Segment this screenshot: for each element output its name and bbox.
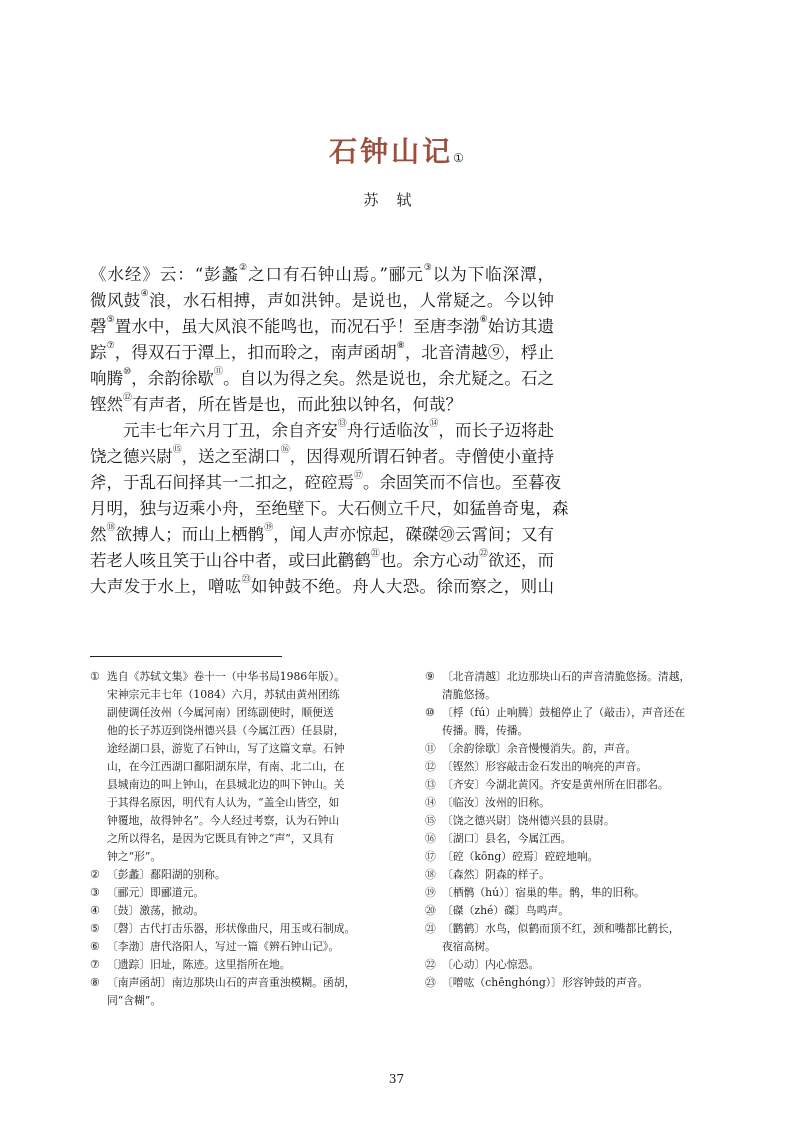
footnote-text: 宋神宗元丰七年（1084）六月，苏轼由黄州团练 [107,688,340,701]
footnote [90,902,390,920]
footnote-text: 〔余韵徐歇〕余音慢慢消失。韵，声音。 [442,742,637,755]
footnote-number: ④ [90,904,100,917]
footnote [425,866,725,884]
footnote [425,776,725,794]
body-line: 元丰七年六月丁丑，余自齐安⑬舟行适临汝⑭，而长子迈将赴 [90,419,555,440]
footnotes-left-column [90,668,390,1010]
footnote-number: ⑨ [425,670,435,683]
footnote-number: ⑥ [90,940,100,953]
footnote-text: 〔栖鹘（hú）〕宿巢的隼。鹘，隼的旧称。 [442,886,645,899]
body-line: 磬⑤置水中，虽大风浪不能鸣也，而况石乎！至唐李渤⑥始访其遗 [90,315,555,336]
body-text [90,262,569,600]
footnote [425,920,725,956]
footnote-text: 〔铿然〕形容敲击金石发出的响亮的声音。 [442,760,648,773]
footnote [425,884,725,902]
footnote-text: 清脆悠扬。 [442,688,496,701]
author-name: 苏轼 [363,191,430,209]
footnote-text: 传播。腾，传播。 [442,724,529,737]
footnote [425,956,725,974]
footnotes-right-column [425,668,725,992]
footnote-text: 〔南声函胡〕南边那块山石的声音重浊模糊。函胡， [107,976,356,989]
footnote-number: ㉑ [425,922,436,935]
body-line: 铿然⑫有声者，所在皆是也，而此独以钟名，何哉？ [90,393,463,414]
footnote [425,758,725,776]
footnote-number: ⑤ [90,922,100,935]
footnote-text: 县城南边的叫上钟山，在县城北边的叫下钟山。关 [107,778,345,791]
footnote [425,704,725,740]
footnote-text: 副使调任汝州（今属河南）团练副使时，顺便送 [107,706,334,719]
title-text: 石钟山记 [329,135,454,168]
title-footnote-mark: ① [453,151,464,165]
footnote [425,812,725,830]
footnote-number: ⑯ [425,832,436,845]
footnote [425,740,725,758]
footnote-number: ⑰ [425,850,436,863]
footnote-text: 〔硿（kōng）硿焉〕硿硿地响。 [442,850,599,863]
footnote-text: 〔森然〕阴森的样子。 [442,868,550,881]
footnote-number: ㉓ [425,976,436,989]
footnote-text: 〔郦元〕即郦道元。 [107,886,205,899]
footnote-number: ⑲ [425,886,436,899]
footnote-text: 〔鼓〕激荡，掀动。 [107,904,205,917]
footnote-number: ② [90,868,100,881]
footnote-number: ⑳ [425,904,436,917]
footnote-text: 〔心动〕内心惊恐。 [442,958,540,971]
body-line: 饶之德兴尉⑮，送之至湖口⑯，因得观所谓石钟者。寺僧使小童持 [90,445,555,466]
footnote [90,866,390,884]
footnote-number: ⑭ [425,796,436,809]
footnote [425,830,725,848]
footnote [425,848,725,866]
footnote [90,920,390,938]
footnote-number: ⑩ [425,706,435,719]
footnote [425,902,725,920]
footnote-text: 夜宿高树。 [442,940,496,953]
body-line: 月明，独与迈乘小舟，至绝壁下。大石侧立千尺，如猛兽奇鬼，森 [90,499,569,518]
footnote-text: 〔李渤〕唐代洛阳人，写过一篇《辨石钟山记》。 [107,940,340,953]
footnote-number: ⑧ [90,976,100,989]
body-line: 斧，于乱石间择其一二扣之，硿硿焉⑰。余固笑而不信也。至暮夜 [90,471,562,492]
footnote-text: 他的长子苏迈到饶州德兴县（今属江西）任县尉， [107,724,345,737]
footnote-text: 之所以得名，是因为它既具有钟之“声”，又具有 [107,832,334,845]
footnote-text: 〔北音清越〕北边那块山石的声音清脆悠扬。清越， [442,670,691,683]
footnote-text: 〔饶之德兴尉〕饶州德兴县的县尉。 [442,814,615,827]
footnote-text: 钟覆地，故得钟名”。今人经过考察，认为石钟山 [107,814,340,827]
footnote [425,794,725,812]
page-number: 37 [388,1072,405,1086]
footnote-divider [90,656,282,657]
footnote [90,884,390,902]
footnote-number: ⑫ [425,760,436,773]
footnote-text: 钟之“形”。 [107,850,162,863]
page-title [0,132,793,172]
body-line: 踪⑦，得双石于潭上，扣而聆之，南声函胡⑧，北音清越⑨，桴止 [90,341,555,362]
footnote-number: ① [90,670,100,683]
footnote [425,668,725,704]
footnote-number: ⑦ [90,958,100,971]
footnote-text: 途经湖口县，游览了石钟山，写了这篇文章。石钟 [107,742,345,755]
body-line: 微风鼓④浪，水石相搏，声如洪钟。是说也，人常疑之。今以钟 [90,289,555,310]
body-line: 然⑱欲搏人；而山上栖鹘⑲，闻人声亦惊起，磔磔⑳云霄间；又有 [90,523,555,544]
footnote-text: 〔临汝〕汝州的旧称。 [442,796,550,809]
footnote-text: 〔湖口〕县名，今属江西。 [442,832,572,845]
body-line: 大声发于水上，噌吰$^㉓$如钟鼓不绝。舟人大恐。徐而察之，则山 [90,575,555,596]
footnote-number: ㉒ [425,958,436,971]
footnote [90,938,390,956]
footnote [90,956,390,974]
footnote [425,974,725,992]
footnote-number: ⑬ [425,778,436,791]
footnote-text: 〔彭蠡〕鄱阳湖的别称。 [107,868,226,881]
footnote-text: 〔桴（fú）止响腾〕鼓槌停止了（敲击），声音还在 [442,706,686,719]
footnote-text: 选自《苏轼文集》卷十一（中华书局1986年版）。 [107,670,346,683]
footnote-number: ③ [90,886,100,899]
body-line: 《水经》云：“彭蠡②之口有石钟山焉。”郦元③以为下临深潭， [90,263,555,284]
footnote-number: ⑱ [425,868,436,881]
footnote-number: ⑪ [425,742,436,755]
footnote-text: 〔鹳鹤〕水鸟，似鹤而顶不红，颈和嘴都比鹤长， [442,922,680,935]
footnote-text: 〔齐安〕今湖北黄冈。齐安是黄州所在旧郡名。 [442,778,669,791]
footnote-text: 山，在今江西湖口鄱阳湖东岸，有南、北二山，在 [107,760,345,773]
footnote [90,668,390,866]
footnote-text: 〔噌吰（chēnghóng）〕形容钟鼓的声音。 [442,976,649,989]
footnote-text: 〔遗踪〕旧址，陈迹。这里指所在地。 [107,958,291,971]
body-line: 若老人咳且笑于山谷中者，或曰此鹳鹤$^㉑$也。余方心动$^㉒$欲还，而 [90,549,555,570]
footnote-text: 于其得名原因，明代有人认为，“盖全山皆空，如 [107,796,340,809]
footnote-text: 〔磔（zhé）磔〕鸟鸣声。 [442,904,569,917]
footnote-number: ⑮ [425,814,436,827]
footnote-text: 〔磬〕古代打击乐器，形状像曲尺，用玉或石制成。 [107,922,356,935]
footnote-text: 同“含糊”。 [107,994,162,1007]
body-line: 响腾⑩，余韵徐歇⑪。自以为得之矣。然是说也，余尤疑之。石之 [90,367,555,388]
footnote [90,974,390,1010]
